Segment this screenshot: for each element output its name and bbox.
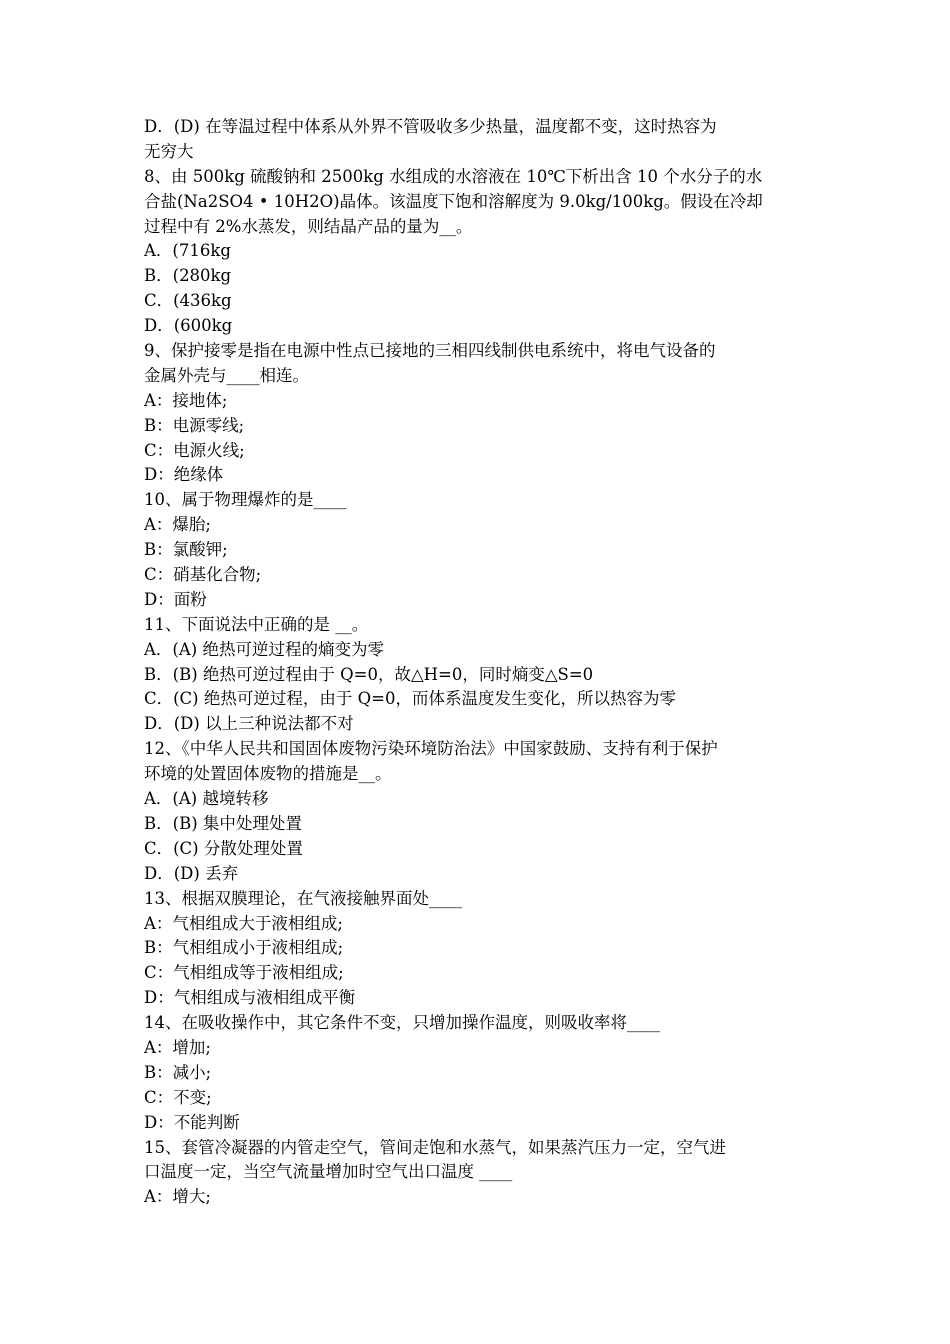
option-a: A．(A) 越境转移 bbox=[144, 789, 269, 809]
text-line: 合盐(Na2SO4 • 10H2O)晶体。该温度下饱和溶解度为 9.0kg/100kg。假设在冷却 bbox=[144, 191, 763, 211]
option-c: C．(C) 分散处理处置 bbox=[144, 838, 303, 858]
option-a: A：气相组成大于液相组成; bbox=[144, 913, 343, 933]
text-line: 口温度一定，当空气流量增加时空气出口温度 ____ bbox=[144, 1162, 513, 1182]
question-12: 12、《中华人民共和国固体废物污染环境防治法》中国家鼓励、支持有利于保护 bbox=[144, 739, 718, 759]
option-a: A：增大; bbox=[144, 1187, 211, 1207]
option-d: D：面粉 bbox=[144, 589, 207, 609]
option-b: B：电源零线; bbox=[144, 415, 245, 435]
text-line: 过程中有 2%水蒸发，则结晶产品的量为__。 bbox=[144, 216, 473, 236]
option-b: B：氯酸钾; bbox=[144, 540, 228, 560]
option-d: D．(D) 以上三种说法都不对 bbox=[144, 714, 354, 734]
option-d: D：绝缘体 bbox=[144, 465, 224, 485]
option-d: D．(D) 丢弃 bbox=[144, 863, 239, 883]
document-page bbox=[144, 115, 812, 1210]
option-d: D：不能判断 bbox=[144, 1112, 240, 1132]
option-a: A：爆胎; bbox=[144, 515, 211, 535]
option-b: B．(280kg bbox=[144, 266, 232, 286]
option-b: B：减小; bbox=[144, 1062, 212, 1082]
question-14: 14、在吸收操作中，其它条件不变，只增加操作温度，则吸收率将____ bbox=[144, 1013, 660, 1033]
question-15: 15、套管冷凝器的内管走空气，管间走饱和水蒸气，如果蒸汽压力一定，空气进 bbox=[144, 1137, 726, 1157]
option-c: C：硝基化合物; bbox=[144, 565, 262, 585]
option-a: A：增加; bbox=[144, 1037, 211, 1057]
text-line: 环境的处置固体废物的措施是__。 bbox=[144, 764, 392, 784]
question-13: 13、根据双膜理论，在气液接触界面处____ bbox=[144, 888, 462, 908]
option-c: C．(436kg bbox=[144, 291, 232, 311]
text-line: 金属外壳与____相连。 bbox=[144, 365, 309, 385]
question-10: 10、属于物理爆炸的是____ bbox=[144, 490, 347, 510]
option-c: C：不变; bbox=[144, 1087, 212, 1107]
option-b: B．(B) 集中处理处置 bbox=[144, 813, 302, 833]
option-a: A：接地体; bbox=[144, 390, 228, 410]
text-line: D．(D) 在等温过程中体系从外界不管吸收多少热量，温度都不变，这时热容为 bbox=[144, 117, 717, 136]
question-11: 11、下面说法中正确的是 __。 bbox=[144, 614, 369, 634]
question-8: 8、由 500kg 硫酸钠和 2500kg 水组成的水溶液在 10℃下析出含 10 个水分子的水 bbox=[144, 166, 763, 186]
option-b: B：气相组成小于液相组成; bbox=[144, 938, 344, 958]
option-d: D．(600kg bbox=[144, 316, 233, 336]
option-b: B．(B) 绝热可逆过程由于 Q=0，故△H=0，同时熵变△S=0 bbox=[144, 664, 594, 684]
option-a: A．(716kg bbox=[144, 241, 231, 261]
question-9: 9、保护接零是指在电源中性点已接地的三相四线制供电系统中，将电气设备的 bbox=[144, 341, 716, 361]
option-a: A．(A) 绝热可逆过程的熵变为零 bbox=[144, 639, 384, 659]
option-c: C：电源火线; bbox=[144, 440, 245, 460]
option-d: D：气相组成与液相组成平衡 bbox=[144, 988, 356, 1008]
option-c: C：气相组成等于液相组成; bbox=[144, 963, 344, 983]
option-c: C．(C) 绝热可逆过程，由于 Q=0，而体系温度发生变化，所以热容为零 bbox=[144, 689, 676, 709]
text-line: 无穷大 bbox=[144, 141, 194, 161]
